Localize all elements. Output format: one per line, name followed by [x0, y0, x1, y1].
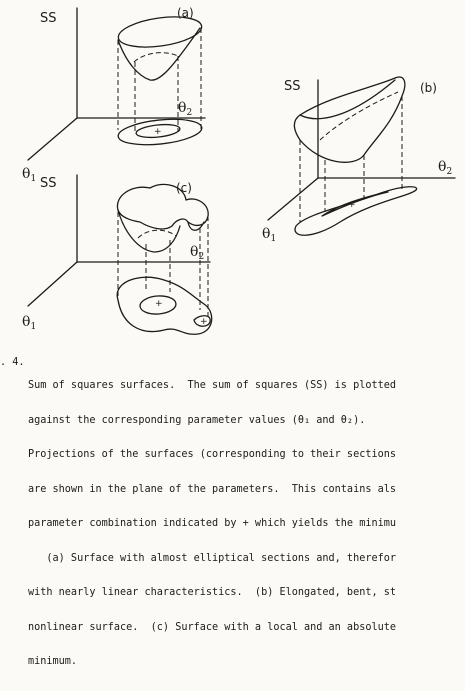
- panel-c-section-dashed: [138, 230, 176, 238]
- panel-c: [22, 175, 212, 334]
- panel-b-surface: [294, 77, 404, 162]
- caption-line: parameter combination indicated by + which yields the minimu: [28, 518, 397, 529]
- figure-caption: [0, 357, 465, 667]
- caption-line: nonlinear surface. (c) Surface with a local and an absolute: [28, 621, 397, 633]
- caption-line: against the corresponding parameter values (θ₁ and θ₂).: [28, 414, 366, 426]
- panel-b-theta1-axis: [268, 178, 318, 220]
- panel-a-surface-bowl: [118, 28, 200, 80]
- panel-c-surface-rim: [117, 184, 208, 229]
- panel-a-ss-label: SS: [40, 11, 57, 26]
- caption-line: with nearly linear characteristics. (b) Elongated, bent, st: [28, 587, 397, 598]
- panel-c-ss-label: SS: [40, 176, 57, 191]
- caption-line: are shown in the plane of the parameters. This contains als: [28, 483, 397, 495]
- panel-a: [22, 6, 205, 184]
- panel-c-theta1-label: $\theta_1$: [22, 314, 37, 332]
- panel-a-theta2-label: $\theta_2$: [178, 100, 193, 118]
- panel-c-theta2-label: $\theta_2$: [190, 244, 205, 262]
- caption-number: . 4.: [0, 357, 25, 368]
- caption-line: Projections of the surfaces (corresponding to their sections: [28, 449, 397, 460]
- panel-c-label: (c): [176, 181, 192, 195]
- panel-c-surface-bowl: [118, 210, 180, 252]
- panel-a-minimum-marker: +: [154, 127, 162, 137]
- panel-b-label: (b): [420, 81, 437, 95]
- panel-b-theta1-label: $\theta_1$: [262, 226, 277, 244]
- panel-a-surface-rim: [116, 12, 203, 51]
- caption-line: minimum.: [28, 656, 78, 667]
- panel-a-theta1-axis: [28, 118, 77, 160]
- caption-line: Sum of squares surfaces. The sum of squares (SS) is plotted: [28, 380, 397, 391]
- panel-c-theta1-axis: [28, 262, 77, 306]
- panel-b-theta2-label: $\theta_2$: [438, 159, 453, 177]
- panel-c-local-minimum-marker: +: [200, 317, 208, 327]
- panel-b-surface-fold: [300, 80, 395, 119]
- panel-a-theta1-label: $\theta_1$: [22, 166, 37, 184]
- panel-a-section-dashed: [134, 53, 178, 62]
- panel-a-label: (a): [177, 6, 194, 20]
- caption-line: (a) Surface with almost elliptical sections and, therefor: [28, 552, 397, 564]
- caption-body: [28, 357, 396, 691]
- panel-b-contour-outer: [295, 187, 417, 236]
- panel-c-global-minimum-marker: +: [155, 299, 163, 309]
- panel-b-minimum-marker: +: [348, 200, 356, 210]
- panel-b-ss-label: SS: [284, 79, 301, 94]
- panel-b: [262, 77, 455, 244]
